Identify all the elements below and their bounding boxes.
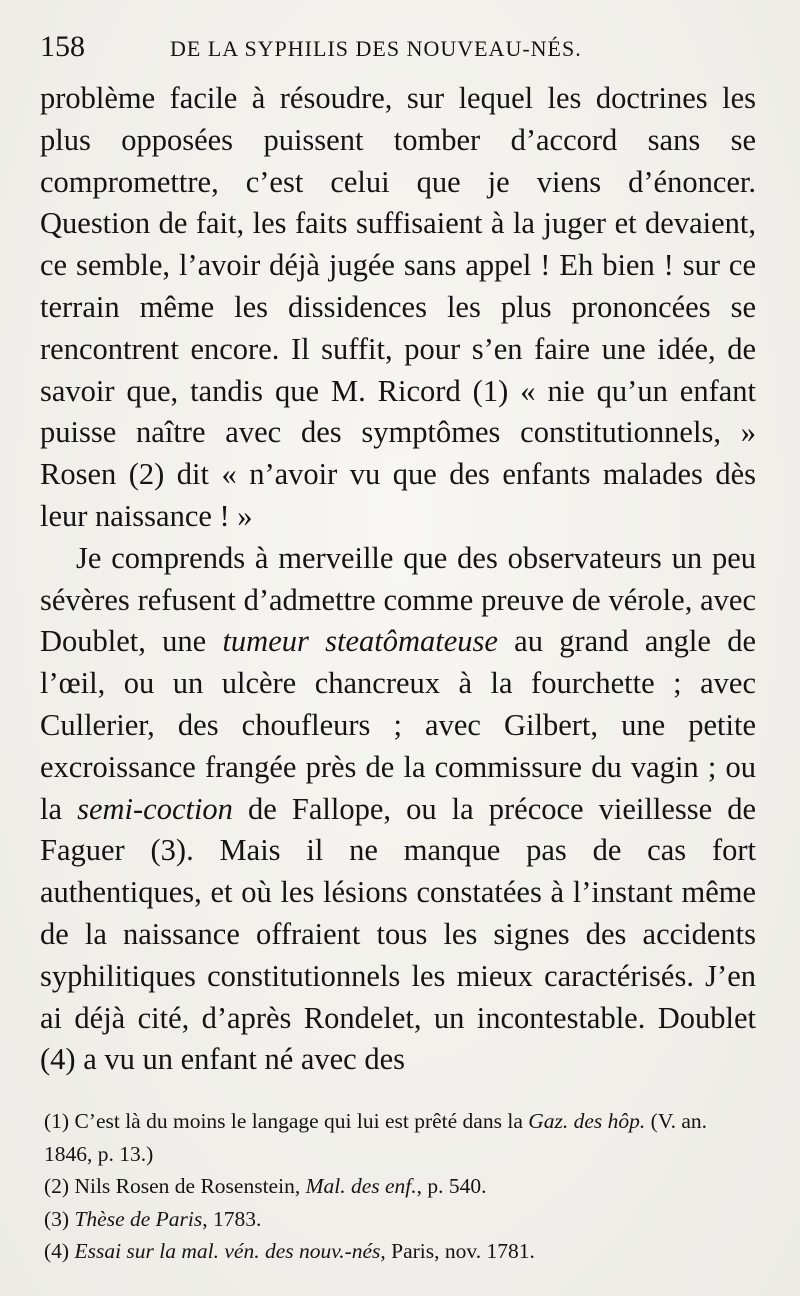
italic-term-semi-coction: semi-coction: [77, 791, 233, 826]
footnote-italic: Thèse de Paris: [74, 1206, 203, 1231]
footnote-italic: Essai sur la mal. vén. des nouv.-nés: [74, 1239, 381, 1264]
footnote-text: , Paris, nov. 1781.: [380, 1239, 535, 1264]
footnotes: [44, 1105, 752, 1268]
footnote-text: Nils Rosen de Rosenstein,: [69, 1174, 306, 1199]
footnote-italic: Mal. des enf.: [305, 1174, 417, 1199]
paragraph-2-part-a: Je comprends à merveille que des observateurs un peu sévères refusent d’admettre comme preuve de vérole, avec Doublet, une: [40, 540, 756, 659]
footnote-text: (V. an. 1846, p. 13.): [44, 1109, 708, 1166]
footnote-ref-1: (1): [472, 373, 509, 408]
footnote-text: , 1783.: [202, 1206, 262, 1231]
footnote-text: , p. 540.: [416, 1174, 487, 1199]
footnote-4: [44, 1235, 752, 1268]
paragraph-1-part-a: problème facile à résoudre, sur lequel les doctrines les plus opposées puissent tomber d’accord sans se compromettre, c’est celui que je viens d’énoncer. Question de fait, les faits suffisaient à la juger et devaient, ce semble, l’avoir déjà jugée sans appel ! Eh bien ! sur ce terrain même les dissidences les plus prononcées se rencontrent encore. Il suffit, pour s’en faire une idée, de savoir que, tandis que M. Ricord: [40, 81, 756, 408]
running-title: DE LA SYPHILIS DES NOUVEAU-NÉS.: [170, 36, 582, 61]
paragraph-2-part-c: de Fallope, ou la précoce vieillesse de Faguer: [40, 791, 756, 868]
footnote-1: [44, 1105, 752, 1170]
footnote-ref-4: (4): [40, 1042, 76, 1077]
paragraph-1-part-b: « nie qu’un enfant puisse naître avec des symptômes constitutionnels, » Rosen: [40, 373, 756, 492]
footnote-2: [44, 1170, 752, 1203]
paragraph-2-part-e: a vu un enfant né avec des: [75, 1042, 406, 1077]
paragraph-2-part-d: . Mais il ne manque pas de cas fort authentiques, et où les lésions constatées à l’instant même de la naissance offraient tous les signes des accidents syphilitiques constitutionnels les mieux caractérisés. J’en ai déjà cité, d’après Rondelet, un incontestable. Doublet: [40, 833, 756, 1035]
paragraph-2-part-b: au grand angle de l’œil, ou un ulcère chancreux à la fourchette ; avec Cullerier, des choufleurs ; avec Gilbert, une petite excroissance frangée près de la commissure du vagin ; ou la: [40, 624, 756, 826]
footnote-marker: (2): [44, 1174, 70, 1199]
paragraph-1: [40, 78, 756, 538]
paragraph-1-part-c: dit « n’avoir vu que des enfants malades dès leur naissance ! »: [40, 457, 756, 533]
footnote-italic: Gaz. des hôp.: [528, 1109, 646, 1133]
paragraph-2: [40, 538, 756, 1081]
footnote-text: C’est là du moins le langage qui lui est prêté dans la: [69, 1109, 529, 1133]
page-number: 158: [40, 30, 85, 63]
page-header: [40, 30, 756, 74]
footnote-3: [44, 1203, 752, 1236]
main-text: [40, 78, 756, 1081]
footnote-marker: (4): [44, 1239, 70, 1264]
footnote-ref-3: (3): [150, 833, 187, 868]
footnote-ref-2: (2): [128, 457, 165, 492]
footnote-marker: (3): [44, 1206, 70, 1231]
italic-term-tumeur: tumeur steatômateuse: [222, 624, 498, 659]
footnote-marker: (1): [44, 1109, 70, 1133]
